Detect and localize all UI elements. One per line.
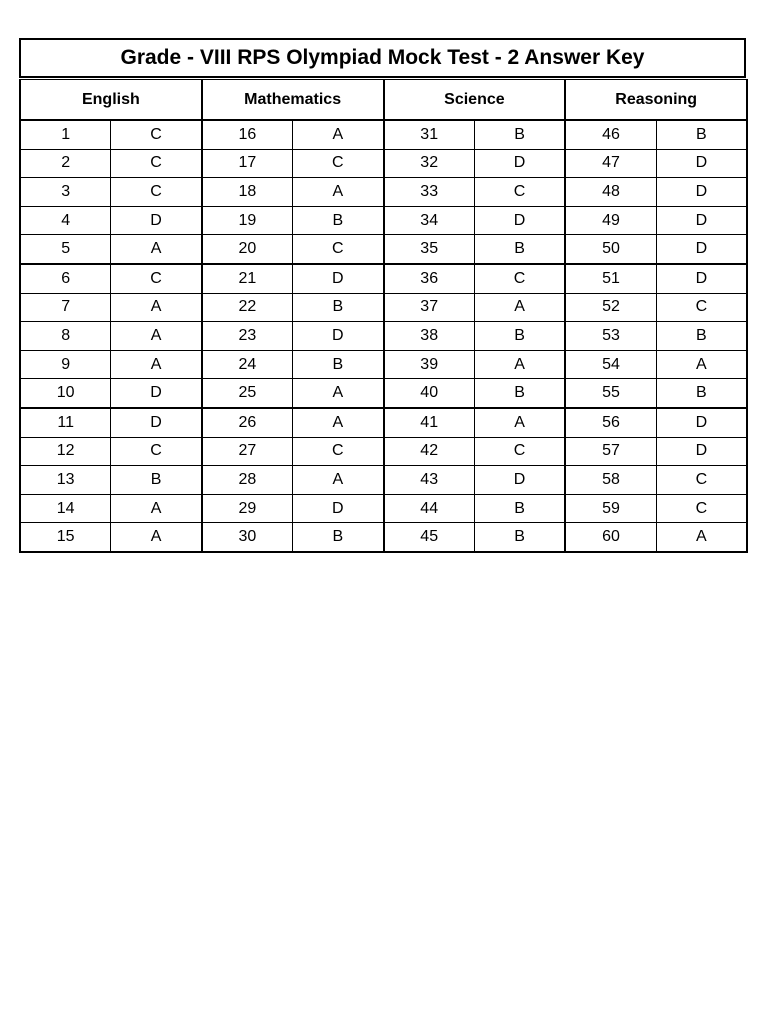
reasoning-question-number: 47 [565, 149, 656, 178]
english-question-number: 13 [20, 466, 111, 495]
mathematics-question-number: 17 [202, 149, 293, 178]
english-answer: D [111, 379, 202, 408]
english-answer: A [111, 523, 202, 552]
table-row [20, 523, 747, 552]
english-answer: B [111, 466, 202, 495]
mathematics-answer: D [293, 322, 384, 351]
mathematics-answer: C [293, 235, 384, 264]
english-question-number: 12 [20, 437, 111, 466]
english-question-number: 10 [20, 379, 111, 408]
science-question-number: 43 [384, 466, 475, 495]
science-question-number: 44 [384, 494, 475, 523]
mathematics-question-number: 29 [202, 494, 293, 523]
section-header-row [20, 80, 747, 121]
table-row [20, 408, 747, 437]
reasoning-answer: D [656, 178, 747, 207]
mathematics-answer: A [293, 178, 384, 207]
reasoning-answer: C [656, 293, 747, 322]
mathematics-question-number: 23 [202, 322, 293, 351]
english-question-number: 9 [20, 350, 111, 379]
science-answer: B [474, 235, 565, 264]
reasoning-question-number: 60 [565, 523, 656, 552]
science-answer: D [474, 466, 565, 495]
reasoning-question-number: 57 [565, 437, 656, 466]
reasoning-question-number: 55 [565, 379, 656, 408]
table-row [20, 120, 747, 149]
table-row [20, 206, 747, 235]
mathematics-question-number: 26 [202, 408, 293, 437]
reasoning-question-number: 52 [565, 293, 656, 322]
science-answer: B [474, 322, 565, 351]
science-answer: B [474, 523, 565, 552]
science-answer: B [474, 379, 565, 408]
table-row [20, 437, 747, 466]
section-header-reasoning: Reasoning [565, 80, 747, 121]
english-question-number: 6 [20, 264, 111, 293]
mathematics-answer: D [293, 494, 384, 523]
english-question-number: 3 [20, 178, 111, 207]
english-answer: C [111, 120, 202, 149]
mathematics-answer: A [293, 466, 384, 495]
table-row [20, 149, 747, 178]
table-row [20, 494, 747, 523]
science-question-number: 35 [384, 235, 475, 264]
table-row [20, 264, 747, 293]
science-question-number: 41 [384, 408, 475, 437]
science-question-number: 36 [384, 264, 475, 293]
english-answer: C [111, 178, 202, 207]
english-answer: A [111, 235, 202, 264]
science-question-number: 31 [384, 120, 475, 149]
mathematics-answer: C [293, 437, 384, 466]
english-question-number: 14 [20, 494, 111, 523]
table-row [20, 293, 747, 322]
science-question-number: 37 [384, 293, 475, 322]
science-answer: A [474, 293, 565, 322]
english-answer: C [111, 149, 202, 178]
table-row [20, 466, 747, 495]
answer-rows [20, 120, 747, 552]
reasoning-question-number: 58 [565, 466, 656, 495]
mathematics-question-number: 18 [202, 178, 293, 207]
science-answer: C [474, 178, 565, 207]
science-answer: B [474, 494, 565, 523]
science-answer: A [474, 350, 565, 379]
reasoning-answer: A [656, 523, 747, 552]
reasoning-answer: D [656, 149, 747, 178]
english-question-number: 8 [20, 322, 111, 351]
reasoning-answer: B [656, 322, 747, 351]
reasoning-answer: B [656, 120, 747, 149]
mathematics-question-number: 16 [202, 120, 293, 149]
english-answer: A [111, 494, 202, 523]
mathematics-question-number: 28 [202, 466, 293, 495]
english-question-number: 4 [20, 206, 111, 235]
english-answer: C [111, 264, 202, 293]
english-question-number: 1 [20, 120, 111, 149]
english-answer: A [111, 350, 202, 379]
english-question-number: 11 [20, 408, 111, 437]
section-header-english: English [20, 80, 202, 121]
science-question-number: 33 [384, 178, 475, 207]
table-row [20, 350, 747, 379]
table-row [20, 379, 747, 408]
reasoning-question-number: 59 [565, 494, 656, 523]
mathematics-answer: B [293, 206, 384, 235]
reasoning-question-number: 51 [565, 264, 656, 293]
mathematics-answer: B [293, 523, 384, 552]
mathematics-answer: C [293, 149, 384, 178]
mathematics-question-number: 22 [202, 293, 293, 322]
mathematics-answer: B [293, 350, 384, 379]
section-header-science: Science [384, 80, 566, 121]
mathematics-question-number: 24 [202, 350, 293, 379]
science-question-number: 45 [384, 523, 475, 552]
english-question-number: 5 [20, 235, 111, 264]
science-question-number: 42 [384, 437, 475, 466]
mathematics-question-number: 27 [202, 437, 293, 466]
english-question-number: 15 [20, 523, 111, 552]
mathematics-question-number: 19 [202, 206, 293, 235]
answer-key-sheet [19, 38, 746, 553]
english-answer: D [111, 206, 202, 235]
reasoning-question-number: 49 [565, 206, 656, 235]
table-row [20, 235, 747, 264]
science-answer: C [474, 264, 565, 293]
mathematics-answer: A [293, 379, 384, 408]
science-question-number: 32 [384, 149, 475, 178]
english-answer: A [111, 293, 202, 322]
table-row [20, 322, 747, 351]
reasoning-answer: C [656, 466, 747, 495]
science-answer: D [474, 206, 565, 235]
science-answer: D [474, 149, 565, 178]
english-answer: A [111, 322, 202, 351]
answer-key-table [19, 79, 748, 553]
science-question-number: 39 [384, 350, 475, 379]
reasoning-answer: D [656, 235, 747, 264]
mathematics-answer: B [293, 293, 384, 322]
page-title: Grade - VIII RPS Olympiad Mock Test - 2 Answer Key [19, 38, 746, 78]
reasoning-question-number: 53 [565, 322, 656, 351]
mathematics-question-number: 25 [202, 379, 293, 408]
english-question-number: 2 [20, 149, 111, 178]
reasoning-answer: C [656, 494, 747, 523]
reasoning-answer: D [656, 408, 747, 437]
english-answer: D [111, 408, 202, 437]
mathematics-question-number: 20 [202, 235, 293, 264]
science-question-number: 40 [384, 379, 475, 408]
section-header-mathematics: Mathematics [202, 80, 384, 121]
reasoning-answer: D [656, 206, 747, 235]
english-answer: C [111, 437, 202, 466]
reasoning-question-number: 50 [565, 235, 656, 264]
reasoning-question-number: 56 [565, 408, 656, 437]
reasoning-answer: D [656, 264, 747, 293]
english-question-number: 7 [20, 293, 111, 322]
science-answer: B [474, 120, 565, 149]
science-question-number: 34 [384, 206, 475, 235]
reasoning-answer: B [656, 379, 747, 408]
mathematics-answer: A [293, 408, 384, 437]
reasoning-answer: D [656, 437, 747, 466]
mathematics-answer: D [293, 264, 384, 293]
mathematics-question-number: 30 [202, 523, 293, 552]
science-answer: C [474, 437, 565, 466]
reasoning-question-number: 46 [565, 120, 656, 149]
table-row [20, 178, 747, 207]
mathematics-question-number: 21 [202, 264, 293, 293]
mathematics-answer: A [293, 120, 384, 149]
reasoning-question-number: 54 [565, 350, 656, 379]
science-answer: A [474, 408, 565, 437]
reasoning-question-number: 48 [565, 178, 656, 207]
reasoning-answer: A [656, 350, 747, 379]
science-question-number: 38 [384, 322, 475, 351]
